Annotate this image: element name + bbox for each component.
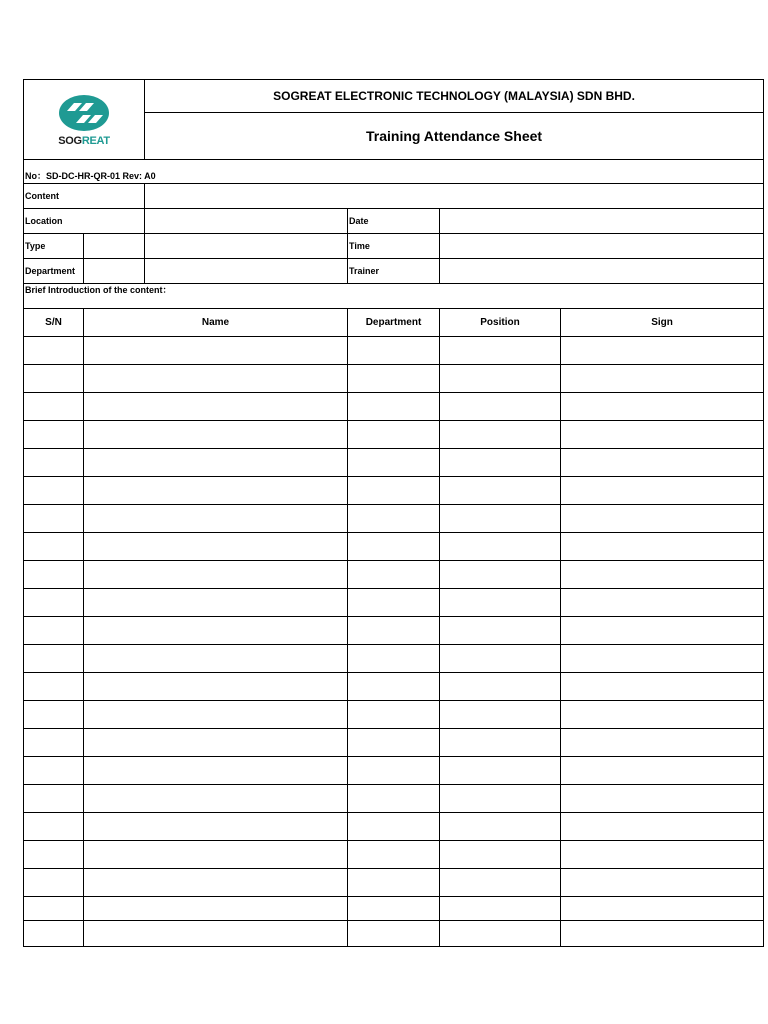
logo-text-part-a: SOG: [58, 134, 82, 147]
sign-cell[interactable]: [561, 729, 764, 757]
department-cell[interactable]: [348, 505, 440, 533]
name-cell[interactable]: [84, 757, 348, 785]
table-row: [24, 645, 764, 673]
department-cell[interactable]: [348, 589, 440, 617]
column-header-department: Department: [348, 309, 440, 337]
name-cell[interactable]: [84, 869, 348, 897]
content-field[interactable]: [145, 184, 764, 209]
column-header-position: Position: [440, 309, 561, 337]
sign-cell[interactable]: [561, 421, 764, 449]
name-cell[interactable]: [84, 673, 348, 701]
position-cell[interactable]: [440, 813, 561, 841]
sign-cell[interactable]: [561, 589, 764, 617]
position-cell[interactable]: [440, 897, 561, 921]
position-cell[interactable]: [440, 701, 561, 729]
sign-cell[interactable]: [561, 477, 764, 505]
sn-cell[interactable]: [24, 785, 84, 813]
sign-cell[interactable]: [561, 921, 764, 947]
sign-cell[interactable]: [561, 869, 764, 897]
position-cell[interactable]: [440, 449, 561, 477]
table-row: [24, 393, 764, 421]
position-cell[interactable]: [440, 533, 561, 561]
name-cell[interactable]: [84, 645, 348, 673]
date-field[interactable]: [440, 209, 764, 234]
sn-cell[interactable]: [24, 869, 84, 897]
sn-cell[interactable]: [24, 897, 84, 921]
department-cell[interactable]: [348, 421, 440, 449]
attendance-sheet: [23, 79, 763, 947]
table-row: [24, 477, 764, 505]
sign-cell[interactable]: [561, 645, 764, 673]
name-cell[interactable]: [84, 813, 348, 841]
sign-cell[interactable]: [561, 533, 764, 561]
sn-cell[interactable]: [24, 617, 84, 645]
position-cell[interactable]: [440, 477, 561, 505]
sn-cell[interactable]: [24, 365, 84, 393]
attendance-rows: [24, 337, 764, 947]
table-row: [24, 617, 764, 645]
sn-cell[interactable]: [24, 449, 84, 477]
company-name: SOGREAT ELECTRONIC TECHNOLOGY (MALAYSIA) SDN BHD.: [145, 80, 764, 113]
table-row: [24, 533, 764, 561]
name-cell[interactable]: [84, 561, 348, 589]
name-cell[interactable]: [84, 785, 348, 813]
department-cell[interactable]: [348, 869, 440, 897]
logo-cell: [24, 80, 145, 160]
sn-cell[interactable]: [24, 421, 84, 449]
date-label: Date: [348, 209, 440, 234]
type-field[interactable]: [84, 234, 145, 259]
attendance-form: [23, 79, 764, 947]
position-cell[interactable]: [440, 841, 561, 869]
position-cell[interactable]: [440, 365, 561, 393]
department-field[interactable]: [84, 259, 145, 284]
sn-cell[interactable]: [24, 673, 84, 701]
table-row: [24, 757, 764, 785]
department-cell[interactable]: [348, 645, 440, 673]
position-cell[interactable]: [440, 729, 561, 757]
position-cell[interactable]: [440, 421, 561, 449]
sign-cell[interactable]: [561, 841, 764, 869]
attendance-header-row: [24, 309, 764, 337]
sign-cell[interactable]: [561, 337, 764, 365]
table-row: [24, 921, 764, 947]
sign-cell[interactable]: [561, 813, 764, 841]
department-cell[interactable]: [348, 785, 440, 813]
sign-cell[interactable]: [561, 785, 764, 813]
position-cell[interactable]: [440, 869, 561, 897]
department-cell[interactable]: [348, 617, 440, 645]
logo-text-part-b: REAT: [81, 134, 110, 147]
document-number: No：SD-DC-HR-QR-01 Rev: A0: [24, 160, 764, 184]
table-row: [24, 673, 764, 701]
department-cell[interactable]: [348, 337, 440, 365]
table-row: [24, 869, 764, 897]
name-cell[interactable]: [84, 841, 348, 869]
table-row: [24, 785, 764, 813]
department-cell[interactable]: [348, 365, 440, 393]
table-row: [24, 561, 764, 589]
position-cell[interactable]: [440, 785, 561, 813]
name-cell[interactable]: [84, 421, 348, 449]
sogreat-logo-icon: [58, 93, 110, 133]
sn-cell[interactable]: [24, 921, 84, 947]
sign-cell[interactable]: [561, 561, 764, 589]
table-row: [24, 897, 764, 921]
name-cell[interactable]: [84, 477, 348, 505]
name-cell[interactable]: [84, 393, 348, 421]
position-cell[interactable]: [440, 673, 561, 701]
sign-cell[interactable]: [561, 673, 764, 701]
name-cell[interactable]: [84, 897, 348, 921]
name-cell[interactable]: [84, 533, 348, 561]
column-header-sign: Sign: [561, 309, 764, 337]
sn-cell[interactable]: [24, 841, 84, 869]
location-label: Location: [24, 209, 145, 234]
position-cell[interactable]: [440, 921, 561, 947]
position-cell[interactable]: [440, 393, 561, 421]
sn-cell[interactable]: [24, 477, 84, 505]
time-label: Time: [348, 234, 440, 259]
name-cell[interactable]: [84, 365, 348, 393]
trainer-label: Trainer: [348, 259, 440, 284]
department-cell[interactable]: [348, 813, 440, 841]
table-row: [24, 729, 764, 757]
sn-cell[interactable]: [24, 561, 84, 589]
sn-cell[interactable]: [24, 645, 84, 673]
name-cell[interactable]: [84, 589, 348, 617]
column-header-sn: S/N: [24, 309, 84, 337]
sn-cell[interactable]: [24, 337, 84, 365]
sn-cell[interactable]: [24, 533, 84, 561]
department-cell[interactable]: [348, 449, 440, 477]
column-header-name: Name: [84, 309, 348, 337]
department-cell[interactable]: [348, 921, 440, 947]
sign-cell[interactable]: [561, 449, 764, 477]
department-cell[interactable]: [348, 533, 440, 561]
department-cell[interactable]: [348, 701, 440, 729]
name-cell[interactable]: [84, 729, 348, 757]
department-cell[interactable]: [348, 841, 440, 869]
name-cell[interactable]: [84, 505, 348, 533]
table-row: [24, 365, 764, 393]
sn-cell[interactable]: [24, 589, 84, 617]
department-extra-field[interactable]: [145, 259, 348, 284]
table-row: [24, 505, 764, 533]
sign-cell[interactable]: [561, 617, 764, 645]
department-cell[interactable]: [348, 561, 440, 589]
sn-cell[interactable]: [24, 757, 84, 785]
position-cell[interactable]: [440, 645, 561, 673]
type-extra-field[interactable]: [145, 234, 348, 259]
sn-cell[interactable]: [24, 729, 84, 757]
intro-label: Brief Introduction of the content：: [24, 284, 764, 309]
department-cell[interactable]: [348, 673, 440, 701]
type-label: Type: [24, 234, 84, 259]
trainer-field[interactable]: [440, 259, 764, 284]
sign-cell[interactable]: [561, 757, 764, 785]
department-cell[interactable]: [348, 897, 440, 921]
name-cell[interactable]: [84, 449, 348, 477]
company-logo: [58, 93, 110, 147]
table-row: [24, 589, 764, 617]
name-cell[interactable]: [84, 617, 348, 645]
position-cell[interactable]: [440, 757, 561, 785]
table-row: [24, 449, 764, 477]
position-cell[interactable]: [440, 505, 561, 533]
department-cell[interactable]: [348, 477, 440, 505]
table-row: [24, 841, 764, 869]
sign-cell[interactable]: [561, 393, 764, 421]
sign-cell[interactable]: [561, 365, 764, 393]
table-row: [24, 421, 764, 449]
name-cell[interactable]: [84, 701, 348, 729]
content-label: Content: [24, 184, 145, 209]
sn-cell[interactable]: [24, 701, 84, 729]
table-row: [24, 813, 764, 841]
department-cell[interactable]: [348, 757, 440, 785]
table-row: [24, 701, 764, 729]
name-cell[interactable]: [84, 921, 348, 947]
sn-cell[interactable]: [24, 505, 84, 533]
sn-cell[interactable]: [24, 813, 84, 841]
sign-cell[interactable]: [561, 897, 764, 921]
sn-cell[interactable]: [24, 393, 84, 421]
department-cell[interactable]: [348, 393, 440, 421]
name-cell[interactable]: [84, 337, 348, 365]
table-row: [24, 337, 764, 365]
position-cell[interactable]: [440, 561, 561, 589]
sign-cell[interactable]: [561, 701, 764, 729]
position-cell[interactable]: [440, 589, 561, 617]
department-cell[interactable]: [348, 729, 440, 757]
position-cell[interactable]: [440, 337, 561, 365]
document-title: Training Attendance Sheet: [145, 113, 764, 160]
position-cell[interactable]: [440, 617, 561, 645]
sign-cell[interactable]: [561, 505, 764, 533]
time-field[interactable]: [440, 234, 764, 259]
location-field[interactable]: [145, 209, 348, 234]
department-label: Department: [24, 259, 84, 284]
